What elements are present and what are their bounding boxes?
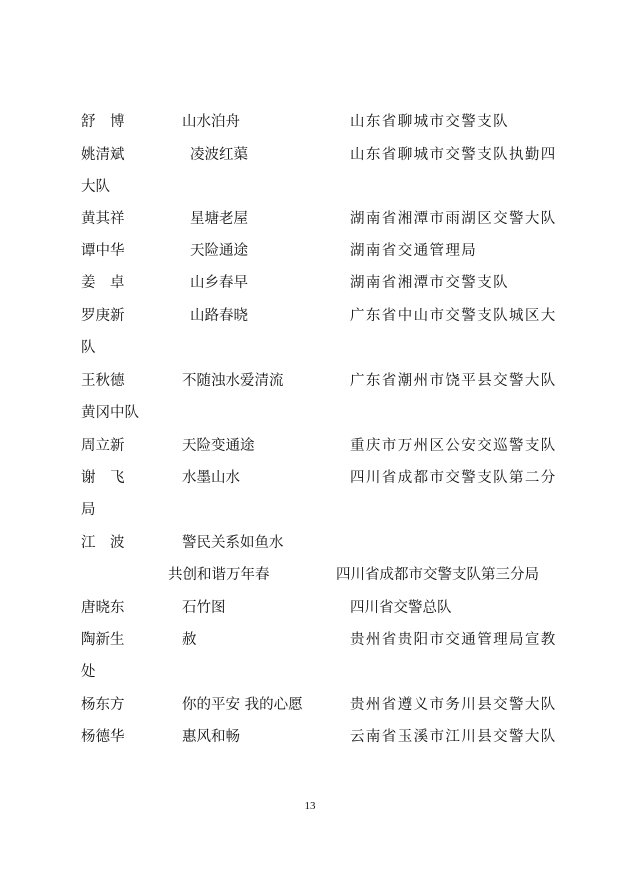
entry-title-line2: 共创和谐万年春 <box>168 567 270 583</box>
entry-name: 罗庚新 <box>81 308 125 324</box>
entry-title: 你的平安 我的心愿 <box>182 697 303 713</box>
entry-name: 唐晓东 <box>81 600 125 616</box>
entry-name: 王秋德 <box>81 373 125 389</box>
entry-name: 杨德华 <box>81 729 125 745</box>
entry-title: 惠风和畅 <box>182 729 240 745</box>
entry-name: 黄其祥 <box>81 211 125 227</box>
entry-name: 谢 飞 <box>81 470 125 486</box>
entry-unit-continued: 局 <box>81 502 96 518</box>
entry-unit: 山东省聊城市交警支队执勤四 <box>350 147 557 163</box>
entry-unit-continued: 队 <box>81 340 96 356</box>
entry-title: 不随浊水爱清流 <box>182 373 284 389</box>
entry-name: 姜 卓 <box>81 275 125 291</box>
entry-unit: 湖南省湘潭市雨湖区交警大队 <box>350 211 557 227</box>
entry-title: 赦 <box>182 632 197 648</box>
entry-name: 杨东方 <box>81 697 125 713</box>
entry-unit-continued: 黄冈中队 <box>81 405 139 421</box>
entry-unit: 湖南省湘潭市交警支队 <box>350 275 509 291</box>
entry-unit: 广东省中山市交警支队城区大 <box>350 308 557 324</box>
entry-name: 姚清斌 <box>81 147 125 163</box>
entry-unit: 四川省交警总队 <box>350 600 452 616</box>
entry-title: 凌波红蕖 <box>190 147 248 163</box>
entry-title: 石竹图 <box>182 600 226 616</box>
entry-unit: 广东省潮州市饶平县交警大队 <box>350 373 557 389</box>
entry-title: 警民关系如鱼水 <box>182 535 284 551</box>
entry-unit-continued: 大队 <box>81 179 110 195</box>
entry-title: 水墨山水 <box>182 470 240 486</box>
entry-unit: 贵州省贵阳市交通管理局宣教 <box>350 632 557 648</box>
entry-unit: 重庆市万州区公安交巡警支队 <box>350 438 557 454</box>
entry-unit-continued: 处 <box>81 664 96 680</box>
entry-name: 江 波 <box>81 535 125 551</box>
entry-title: 星塘老屋 <box>190 211 248 227</box>
entry-unit: 四川省成都市交警支队第三分局 <box>336 567 539 583</box>
entry-title: 山路春晓 <box>190 308 248 324</box>
entry-name: 谭中华 <box>81 243 125 259</box>
entry-unit: 贵州省遵义市务川县交警大队 <box>350 697 557 713</box>
entry-name: 陶新生 <box>81 632 125 648</box>
entry-title: 天险通途 <box>190 243 248 259</box>
entry-title: 山乡春早 <box>190 275 248 291</box>
entry-unit: 湖南省交通管理局 <box>350 243 478 259</box>
entry-unit: 山东省聊城市交警支队 <box>350 114 509 130</box>
entry-name: 舒 博 <box>81 114 125 130</box>
entry-title: 天险变通途 <box>182 438 255 454</box>
page-number: 13 <box>304 800 316 812</box>
entry-title: 山水泊舟 <box>182 114 240 130</box>
entry-name: 周立新 <box>81 438 125 454</box>
entry-unit: 四川省成都市交警支队第二分 <box>350 470 557 486</box>
entry-unit: 云南省玉溪市江川县交警大队 <box>350 729 557 745</box>
